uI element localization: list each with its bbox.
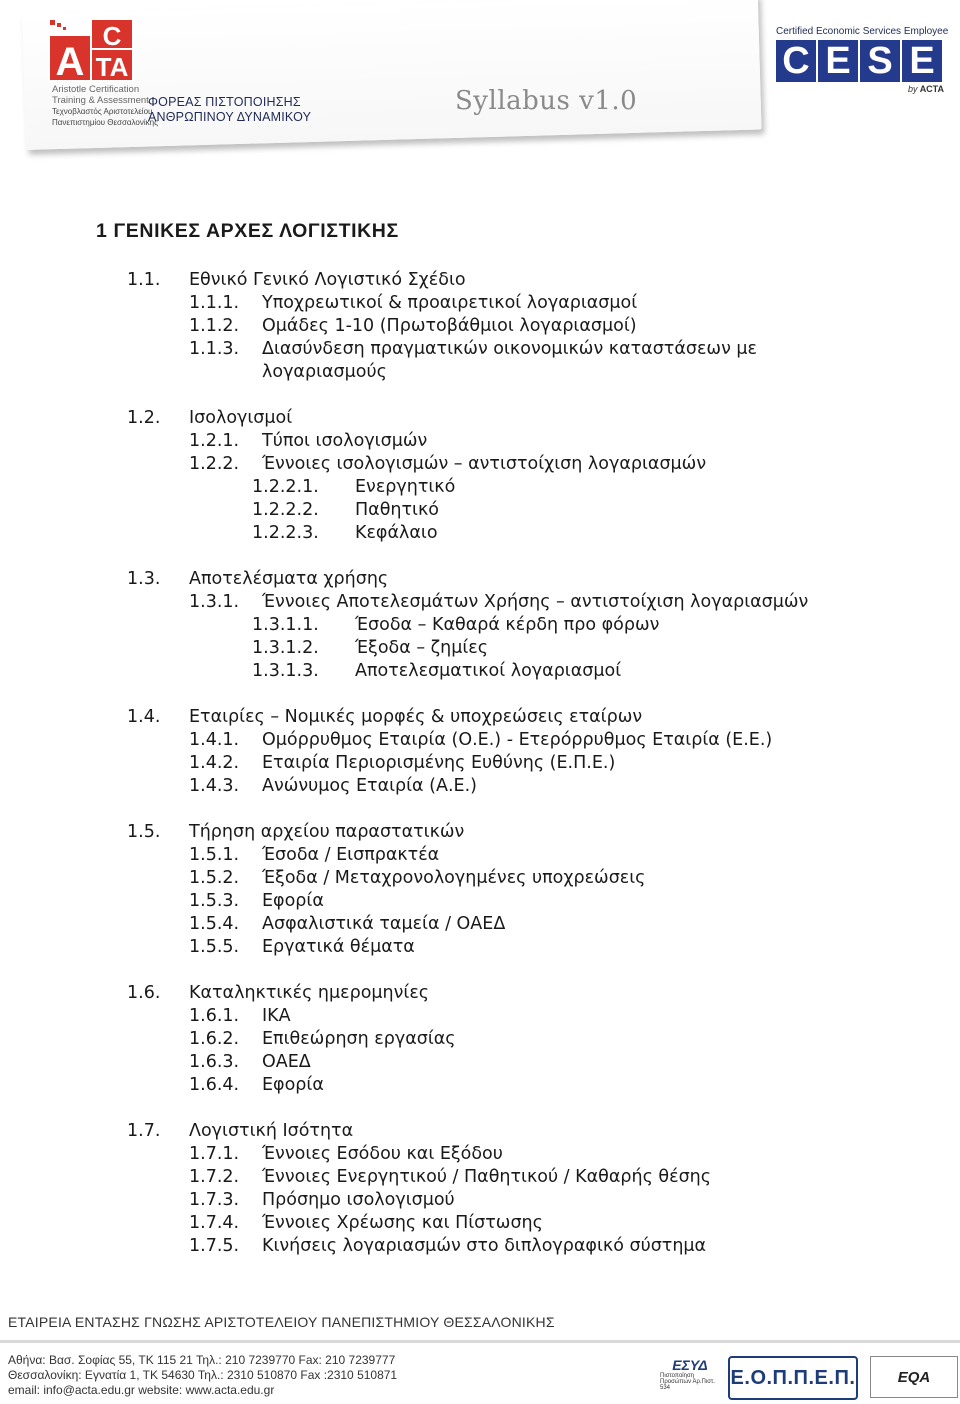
syllabus-version: Syllabus v1.0 — [455, 86, 638, 116]
eqa-logo: EQA — [870, 1356, 958, 1398]
footer-athens-address: Αθήνα: Βασ. Σοφίας 55, ΤΚ 115 21 Τηλ.: 210 7239770 Fax: 210 7239777 — [8, 1353, 396, 1367]
footer-contact: email: info@acta.edu.gr website: www.acta.edu.gr — [8, 1383, 275, 1397]
cese-letter: E — [818, 40, 858, 82]
footer-thessaloniki-address: Θεσσαλονίκη: Εγνατία 1, ΤΚ 54630 Τηλ.: 2310 510870 Fax :2310 510871 — [8, 1368, 398, 1382]
acta-letter-c: C — [102, 21, 122, 51]
cese-caption: Certified Economic Services Employee — [776, 26, 949, 37]
esyd-logo: ΕΣΥΔ Πιστοποίηση Προσώπων Αρ.Πιστ. 534 — [660, 1357, 715, 1391]
cese-letter: C — [776, 40, 816, 82]
footer-divider — [0, 1340, 960, 1343]
cese-by-acta: by ACTA — [908, 84, 945, 94]
org-name: ΦΟΡΕΑΣ ΠΙΣΤΟΠΟΙΗΣΗΣ ΑΝΘΡΩΠΙΝΟΥ ΔΥΝΑΜΙΚΟΥ — [148, 95, 312, 124]
cese-letter: S — [860, 40, 900, 82]
cese-letter: E — [902, 40, 942, 82]
syllabus-outline: 1.1. Εθνικό Γενικό Λογιστικό Σχέδιο 1.1.1. Υποχρεωτικοί & προαιρετικοί λογαριασμοί 1.1.2. Ομάδες 1-10 (Πρωτοβάθμιοι λογαριασμοί) 1.1.3. Διασύνδεση πραγματικών οικονομικών καταστάσεων με λογαριασμούς 1.2. Ισολογισμοί 1.2.1. Τύποι ισολογισμών 1.2.2. Έννοιες ισολογισμών – αντιστοίχιση λογαριασμών 1.2.2.1. Ενεργητικό 1.2.2.2. Παθητικό 1.2.2.3. Κεφάλαιο 1.3. Αποτελέσματα χρήσης 1.3.1. Έννοιες Αποτελεσμάτων Χρήσης – αντιστοίχιση λογαριασμών 1.3.1.1. Έσοδα – Καθαρά κέρδη προ φόρων 1.3.1.2. Έξοδα – ζημίες 1.3.1.3. Αποτελεσματικοί λογαριασμοί 1.4. Εταιρίες – Νομικές μορφές & υποχρεώσεις εταίρων 1.4.1. Ομόρρυθμος Εταιρία (Ο.Ε.) - Ετερόρρυθμος Εταιρία (Ε.Ε.) 1.4.2. Εταιρία Περιορισμένης Ευθύνης (Ε.Π.Ε.) 1.4.3. Ανώνυμος Εταιρία (Α.Ε.) 1.5. Τήρηση αρχείου παραστατικών 1.5.1. Έσοδα / Εισπρακτέα 1.5.2. Έξοδα / Μεταχρονολογημένες υποχρεώσεις 1.5.3. Εφορία 1.5.4. Ασφαλιστικά ταμεία / ΟΑΕΔ 1.5.5. Εργατικά θέματα 1.6. Καταληκτικές ημερομηνίες 1.6.1. ΙΚΑ 1.6.2. Επιθεώρηση εργασίας 1.6.3. ΟΑΕΔ 1.6.4. Εφορία 1.7. Λογιστική Ισότητα 1.7.1. Έννοιες Εσόδου και Εξόδου 1.7.2. Έννοιες Ενεργητικού / Παθητικού / Καθαρής θέσης 1.7.3. Πρόσημο ισολογισμού 1.7.4. Έννοιες Χρέωσης και Πίστωσης 1.7.5. Κινήσεις λογαριασμών στο διπλογραφικό σύστημα — [127, 270, 809, 1256]
acta-letter-ta: TA — [95, 52, 129, 82]
acta-letter-a: A — [55, 40, 85, 84]
section-title: 1 ΓΕΝΙΚΕΣ ΑΡΧΕΣ ΛΟΓΙΣΤΙΚΗΣ — [96, 220, 399, 242]
footer-company: ΕΤΑΙΡΕΙΑ ΕΝΤΑΣΗΣ ΓΝΩΣΗΣ ΑΡΙΣΤΟΤΕΛΕΙΟΥ ΠΑΝΕΠΙΣΤΗΜΙΟΥ ΘΕΣΣΑΛΟΝΙΚΗΣ — [8, 1314, 555, 1330]
acta-subtitle: Aristotle Certification Training & Assessment Τεχνοβλαστός Αριστοτελείου Πανεπιστημίου Θεσσαλονίκης — [52, 84, 158, 127]
eoppep-logo: Ε.Ο.Π.Π.Ε.Π. — [728, 1356, 858, 1400]
